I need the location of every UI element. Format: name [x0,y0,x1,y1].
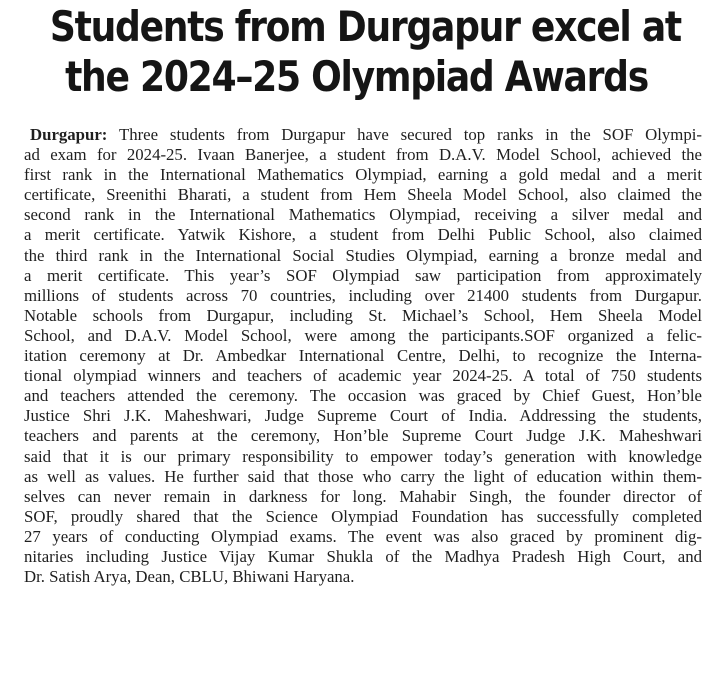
body-line: School, and D.A.V. Model School, were among the participants.SOF organized a felic- [24,325,702,345]
body-line: teachers and parents at the ceremony, Hon’ble Supreme Court Judge J.K. Maheshwari [24,426,702,446]
body-line: 27 years of conducting Olympiad exams. The event was also graced by prominent dig- [24,526,702,546]
headline-line-1: Students from Durgapur excel at [49,2,681,51]
article-body [24,125,702,587]
body-line-text: Three students from Durgapur have secured top ranks in the SOF Olympi- [107,125,702,144]
body-line: the third rank in the International Social Studies Olympiad, earning a bronze medal and [24,245,702,265]
body-line: itation ceremony at Dr. Ambedkar International Centre, Delhi, to recognize the Interna- [24,346,702,366]
body-line: tional olympiad winners and teachers of academic year 2024-25. A total of 750 students [24,366,702,386]
body-line: ad exam for 2024-25. Ivaan Banerjee, a student from D.A.V. Model School, achieved the [24,145,702,165]
body-line: millions of students across 70 countries, including over 21400 students from Durgapur. [24,285,702,305]
headline-line-2: the 2024–25 Olympiad Awards [65,52,648,101]
body-line [24,125,702,145]
body-line: second rank in the International Mathematics Olympiad, receiving a silver medal and [24,205,702,225]
body-line: and teachers attended the ceremony. The occasion was graced by Chief Guest, Hon’ble [24,386,702,406]
body-line: as well as values. He further said that those who carry the light of education within them- [24,466,702,486]
body-line: first rank in the International Mathematics Olympiad, earning a gold medal and a merit [24,165,702,185]
dateline: Durgapur: [30,125,108,144]
body-line: certificate, Sreenithi Bharati, a student from Hem Sheela Model School, also claimed the [24,185,702,205]
body-line: Justice Shri J.K. Maheshwari, Judge Supreme Court of India. Addressing the students, [24,406,702,426]
body-line: a merit certificate. Yatwik Kishore, a student from Delhi Public School, also claimed [24,225,702,245]
headline [49,2,681,102]
body-line: a merit certificate. This year’s SOF Olympiad saw participation from approximately [24,265,702,285]
body-line: selves can never remain in darkness for long. Mahabir Singh, the founder director of [24,486,702,506]
body-line: SOF, proudly shared that the Science Olympiad Foundation has successfully completed [24,506,702,526]
body-line: Dr. Satish Arya, Dean, CBLU, Bhiwani Haryana. [24,567,355,587]
body-line: Notable schools from Durgapur, including St. Michael’s School, Hem Sheela Model [24,305,702,325]
body-line: said that it is our primary responsibility to empower today’s generation with knowledge [24,446,702,466]
body-line: nitaries including Justice Vijay Kumar Shukla of the Madhya Pradesh High Court, and [24,546,702,566]
